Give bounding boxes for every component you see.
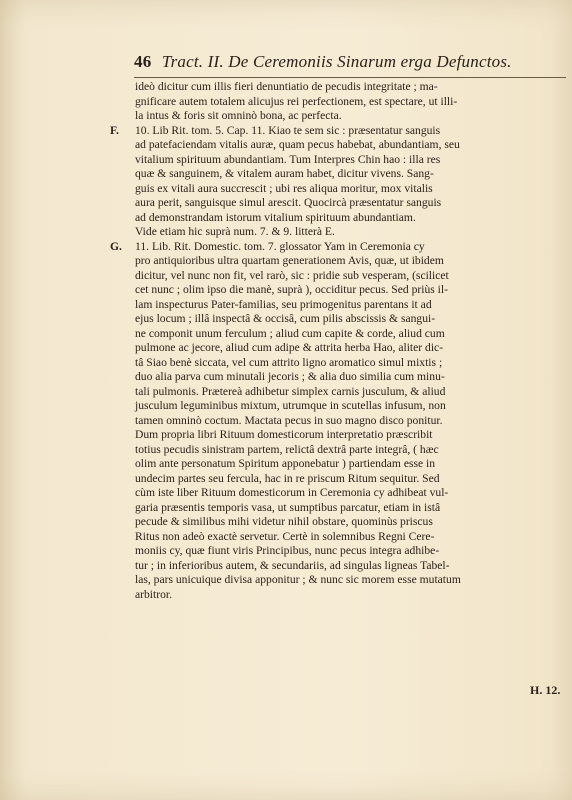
- line-text: Dum propria libri Rituum domesticorum interpretatio præscribit: [135, 428, 433, 441]
- line-text: olim ante personatum Spiritum apponebatur ) partiendam esse in: [135, 457, 436, 470]
- text-line: [110, 356, 570, 371]
- line-text: moniis cy, quæ fiunt viris Principibus, nunc pecus integra adhibe-: [135, 544, 440, 557]
- line-text: Vide etiam hic suprà num. 7. & 9. litterà E.: [135, 225, 335, 238]
- paragraph-mark: G.: [110, 239, 122, 253]
- line-text: guis ex vitali aura succrescit ; ubi res aliqua moritur, mox vitalis: [135, 181, 433, 195]
- line-text: arbitror.: [135, 587, 173, 601]
- text-line: [110, 544, 570, 559]
- line-text: gnificare autem totalem alicujus rei perfectionem, est spectare, ut illi-: [135, 94, 458, 108]
- line-text: quæ & sanguinem, & vitalem auram habet, dicitur vivens. Sang-: [135, 167, 434, 180]
- text-line: [110, 312, 570, 327]
- text-line: [110, 240, 570, 255]
- line-text: tur ; in inferioribus autem, & secundariis, ad singulas ligneas Tabel-: [135, 558, 450, 572]
- text-line: [110, 428, 570, 443]
- line-text: tâ Siao benè siccata, vel cum attrito ligno aromatico simul mixtis ;: [135, 355, 443, 369]
- line-text: ne componit unum ferculum ; aliud cum capite & corde, aliud cum: [135, 326, 445, 340]
- text-line: [110, 486, 570, 501]
- text-line: [110, 457, 570, 472]
- text-line: [110, 385, 570, 400]
- text-line: [110, 95, 570, 110]
- text-line: [110, 269, 570, 284]
- line-text: lam inspecturus Pater-familias, seu primogenitus parentans it ad: [135, 297, 432, 311]
- text-line: [110, 588, 570, 603]
- running-header: [134, 52, 564, 72]
- line-text: pulmone ac jecore, aliud cum adipe & attrita herba Hao, aliter dic-: [135, 341, 444, 354]
- text-line: [110, 80, 570, 95]
- line-text: tali pulmonis. Prætereà adhibetur simplex carnis jusculum, & aliud: [135, 384, 446, 398]
- text-line: [110, 167, 570, 182]
- text-line: [110, 501, 570, 516]
- text-line: [110, 225, 570, 240]
- line-text: tamen omninò coctum. Mactata pecus in suo magno disco ponitur.: [135, 413, 443, 427]
- text-line: [110, 472, 570, 487]
- text-line: [110, 182, 570, 197]
- catchword-signature: H. 12.: [530, 683, 561, 697]
- line-text: dicitur, vel nunc non fit, vel rarò, sic : pridie sub vesperam, (scilicet: [135, 268, 449, 282]
- text-line: [110, 196, 570, 211]
- text-line: [110, 443, 570, 458]
- line-text: pro antiquioribus ultra quartam generationem Avis, quæ, ut ibidem: [135, 254, 444, 267]
- text-line: [110, 254, 570, 269]
- text-line: [110, 370, 570, 385]
- text-line: [110, 559, 570, 574]
- text-line: [110, 341, 570, 356]
- text-line: [110, 327, 570, 342]
- text-line: [110, 414, 570, 429]
- text-line: [110, 515, 570, 530]
- text-line: [110, 153, 570, 168]
- text-line: [110, 283, 570, 298]
- line-text: ad patefaciendam vitalis auræ, quam pecus habebat, abundantiam, seu: [135, 138, 460, 151]
- text-line: [110, 109, 570, 124]
- text-line: [110, 530, 570, 545]
- header-rule: [134, 77, 566, 78]
- line-text: 11. Lib. Rit. Domestic. tom. 7. glossator Yam in Ceremonia cy: [135, 239, 425, 253]
- line-text: garia præsentis temporis vasa, ut sumptibus parcatur, etiam in istâ: [135, 500, 441, 514]
- body-text: [110, 80, 570, 602]
- line-text: jusculum leguminibus mixtum, utrumque in scutellas infusum, non: [135, 399, 446, 412]
- paragraph-mark: F.: [110, 123, 119, 137]
- line-text: vitalium spirituum abundantiam. Tum Interpres Chin hao : illa res: [135, 152, 441, 166]
- line-text: las, pars unicuique divisa apponitur ; & nunc sic morem esse mutatum: [135, 573, 461, 586]
- line-text: cùm iste liber Rituum domesticorum in Ceremonia cy adhibeat vul-: [135, 486, 449, 499]
- line-text: 10. Lib Rit. tom. 5. Cap. 11. Kiao te sem sic : præsentatur sanguis: [135, 123, 441, 137]
- text-line: [110, 211, 570, 226]
- line-text: undecim partes seu fercula, hac in re priscum Ritum sequitur. Sed: [135, 471, 440, 485]
- page-number: 46: [134, 52, 152, 71]
- line-text: ideò dicitur cum illis fieri denuntiatio de pecudis integritate ; ma-: [135, 80, 438, 93]
- line-text: ad demonstrandam istorum vitalium spirituum abundantiam.: [135, 210, 416, 224]
- line-text: pecude & similibus mihi videtur nihil obstare, quominùs priscus: [135, 515, 433, 528]
- text-line: [110, 138, 570, 153]
- line-text: totius pecudis sinistram partem, relictâ dextrâ parte integrâ, ( hæc: [135, 442, 439, 456]
- text-line: [110, 298, 570, 313]
- line-text: la intus & foris sit omninò bona, ac perfecta.: [135, 109, 342, 122]
- line-text: ejus locum ; illâ inspectâ & occisâ, cum pilis abscissis & sangui-: [135, 312, 436, 325]
- line-text: Ritus non adeò exactè servetur. Certè in solemnibus Regni Cere-: [135, 529, 435, 543]
- line-text: aura perit, sanguisque simul arescit. Quocircà præsentatur sanguis: [135, 196, 442, 209]
- text-line: [110, 573, 570, 588]
- line-text: cet nunc ; olim ipso die manè, suprà ), occiditur pecus. Sed priùs il-: [135, 283, 448, 296]
- line-text: duo alia parva cum minutali jecoris ; & alia duo similia cum minu-: [135, 370, 445, 383]
- text-line: [110, 124, 570, 139]
- text-line: [110, 399, 570, 414]
- running-title: Tract. II. De Ceremoniis Sinarum erga Defunctos.: [161, 52, 512, 71]
